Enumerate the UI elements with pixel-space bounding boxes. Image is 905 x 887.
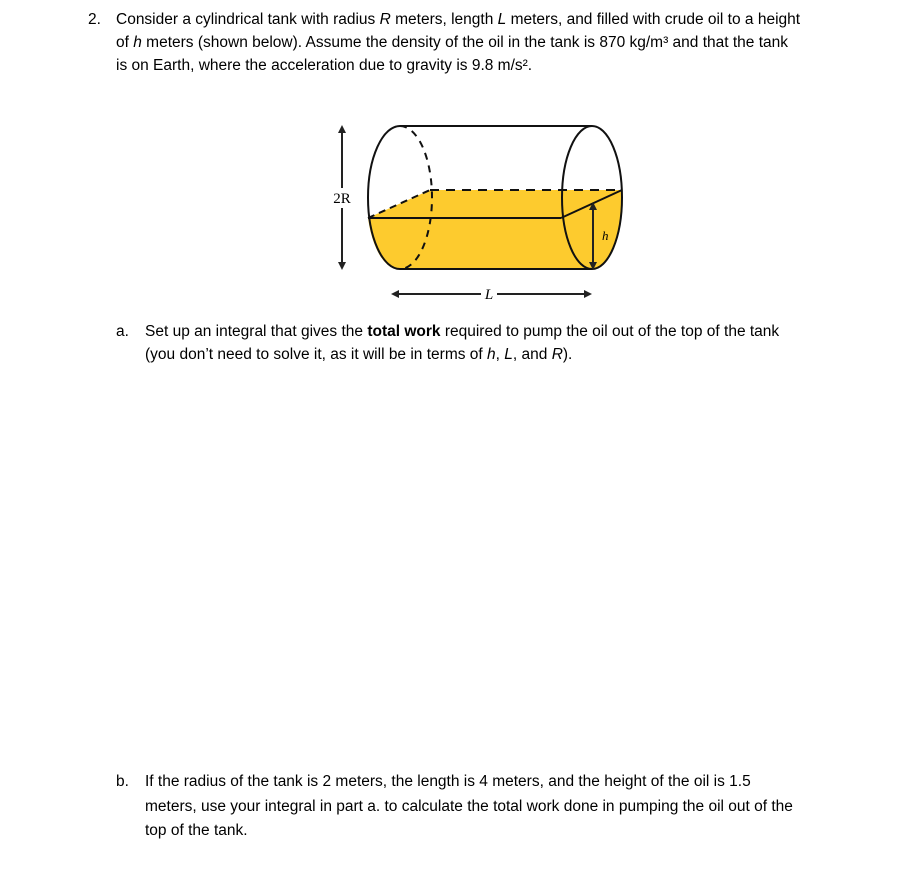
text: meters, and filled with crude oil to a height xyxy=(506,11,801,28)
var-L: L xyxy=(497,11,507,28)
part-a-line-1 xyxy=(145,322,779,342)
text: meters, length xyxy=(390,11,498,28)
bold-text: total work xyxy=(367,323,441,340)
part-a-label: a. xyxy=(116,323,129,340)
label-h: h xyxy=(602,228,609,243)
text: of xyxy=(116,34,134,51)
text: , and xyxy=(512,346,552,363)
part-b-line-3: top of the tank. xyxy=(145,822,248,839)
text: , xyxy=(495,346,505,363)
var-R: R xyxy=(379,11,391,28)
text: required to pump the oil out of the top of the tank xyxy=(440,323,780,340)
problem-number: 2. xyxy=(88,11,101,28)
var-h: h xyxy=(133,34,142,51)
text: Set up an integral that gives the xyxy=(145,323,368,340)
label-2R: 2R xyxy=(333,191,351,207)
var-R: R xyxy=(551,346,563,363)
text: is on Earth, where the acceleration due to gravity is 9.8 m/s². xyxy=(116,57,533,74)
var-h: h xyxy=(487,346,496,363)
part-b-line-1: If the radius of the tank is 2 meters, the length is 4 meters, and the height of the oil is 1.5 xyxy=(145,773,751,790)
text: Consider a cylindrical tank with radius xyxy=(116,11,380,28)
text: ). xyxy=(562,346,573,363)
part-a-line-2 xyxy=(145,345,572,365)
label-L: L xyxy=(484,287,494,303)
var-L: L xyxy=(504,346,513,363)
part-b-label: b. xyxy=(116,773,129,790)
text: meters (shown below). Assume the density of the oil in the tank is 870 kg/m³ and that the tank xyxy=(141,34,789,51)
text: (you don’t need to solve it, as it will be in terms of xyxy=(145,346,488,363)
part-b-line-2: meters, use your integral in part a. to calculate the total work done in pumping the oil out of the xyxy=(145,798,793,815)
